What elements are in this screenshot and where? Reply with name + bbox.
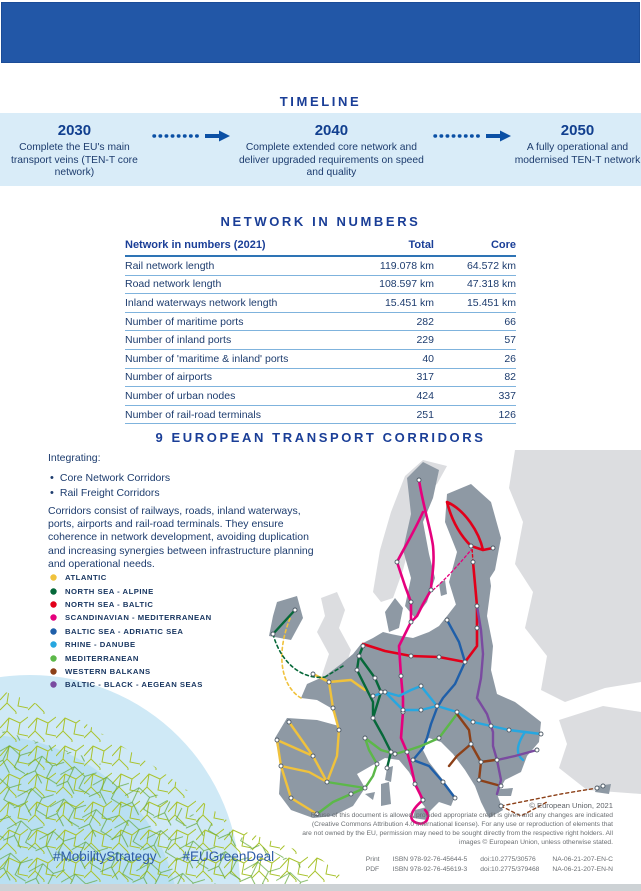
timeline-arrow-2 xyxy=(431,113,514,186)
legend-dot-icon xyxy=(50,614,57,621)
pub-catalogue: NA-06-21-207-EN-N xyxy=(552,866,613,873)
corridors-paragraph: Corridors consist of railways, roads, inland waterways, ports, airports and rail-road terminals. They ensure coherence in network development, avoiding duplication and increasing synergies between infrastructure planning and operational needs. xyxy=(48,505,314,570)
legend-label: BALTIC - BLACK - AEGEAN SEAS xyxy=(65,680,203,690)
bullet-icon: • xyxy=(50,472,54,484)
row-total: 251 xyxy=(338,405,434,424)
row-total: 317 xyxy=(338,368,434,387)
row-core: 26 xyxy=(434,349,516,368)
row-core: 337 xyxy=(434,387,516,406)
milestone-description: A fully operational and modernised TEN-T network xyxy=(514,142,641,166)
bullet-item xyxy=(50,486,170,501)
row-label: Number of airports xyxy=(125,368,338,387)
legend-dot-icon xyxy=(50,681,57,688)
legend-item xyxy=(50,571,212,584)
bullet-label: Core Network Corridors xyxy=(59,472,171,485)
legend-label: BALTIC SEA - ADRIATIC SEA xyxy=(65,626,184,636)
row-total: 108.597 km xyxy=(338,275,434,294)
pub-catalogue: NA-06-21-207-EN-C xyxy=(552,856,613,863)
legend-item xyxy=(50,678,212,691)
column-header-core: Core xyxy=(434,237,516,256)
row-total: 282 xyxy=(338,312,434,331)
table-row xyxy=(125,294,516,313)
legend-label: NORTH SEA - ALPINE xyxy=(65,586,154,596)
row-label: Number of maritime ports xyxy=(125,312,338,331)
table-row xyxy=(125,368,516,387)
table-row xyxy=(125,312,516,331)
header-banner xyxy=(1,2,640,63)
milestone-description: Complete the EU's main transport veins (TEN-T core network) xyxy=(11,142,138,179)
table-row xyxy=(125,349,516,368)
row-label: Number of rail-road terminals xyxy=(125,405,338,424)
bullet-item xyxy=(50,471,170,486)
bullet-icon: • xyxy=(50,486,54,499)
column-header-total: Total xyxy=(338,237,434,256)
integrating-label: Integrating: xyxy=(48,452,101,464)
legend-label: ATLANTIC xyxy=(65,573,107,583)
legend-dot-icon xyxy=(50,588,57,595)
row-total: 229 xyxy=(338,331,434,350)
pub-isbn: ISBN 978-92-76-45644-5 xyxy=(392,856,468,863)
legend-item xyxy=(50,665,212,678)
timeline-arrow-1 xyxy=(149,113,232,186)
row-total: 119.078 km xyxy=(338,256,434,275)
hashtag-mobility-strategy: #MobilityStrategy xyxy=(53,849,157,864)
legend-label: SCANDINAVIAN - MEDITERRANEAN xyxy=(65,613,212,623)
milestone-2040 xyxy=(232,113,430,186)
legend-label: MEDITERRANEAN xyxy=(65,653,139,663)
hashtag-eu-green-deal: #EUGreenDeal xyxy=(182,849,275,864)
pub-format: Print xyxy=(365,856,380,863)
milestone-2050 xyxy=(514,113,641,186)
legend-label: RHINE - DANUBE xyxy=(65,640,136,650)
europe-corridor-map xyxy=(225,450,641,825)
table-row xyxy=(125,275,516,294)
legend-dot-icon xyxy=(50,641,57,648)
milestone-description: Complete extended core network and deliver upgraded requirements on speed and quality xyxy=(238,142,424,179)
dotted-arrow-icon xyxy=(150,129,232,143)
dotted-arrow-icon xyxy=(431,129,513,143)
timeline-band xyxy=(0,113,641,186)
legend-item xyxy=(50,625,212,638)
row-label: Rail network length xyxy=(125,256,338,275)
pub-doi: doi:10.2775/30576 xyxy=(480,856,536,863)
legend-dot-icon xyxy=(50,574,57,581)
row-core: 126 xyxy=(434,405,516,424)
network-in-numbers-title: NETWORK IN NUMBERS xyxy=(220,214,421,229)
row-core: 66 xyxy=(434,312,516,331)
pub-isbn: ISBN 978-92-76-45619-3 xyxy=(392,866,468,873)
row-core: 57 xyxy=(434,331,516,350)
pub-format: PDF xyxy=(365,866,380,873)
campaign-hashtags xyxy=(53,849,300,864)
legend-item xyxy=(50,651,212,664)
row-total: 15.451 km xyxy=(338,294,434,313)
table-row xyxy=(125,256,516,275)
table-row xyxy=(125,387,516,406)
corridors-title: 9 EUROPEAN TRANSPORT CORRIDORS xyxy=(155,430,486,445)
column-header-item: Network in numbers (2021) xyxy=(125,237,338,256)
legend-label: NORTH SEA - BALTIC xyxy=(65,599,154,609)
legend-item xyxy=(50,638,212,651)
publication-identifiers xyxy=(366,856,613,873)
pub-doi: doi:10.2775/379468 xyxy=(480,866,540,873)
bullet-label: Rail Freight Corridors xyxy=(59,487,160,500)
copyright-notice: © European Union, 2021 xyxy=(529,801,613,810)
row-label: Number of inland ports xyxy=(125,331,338,350)
legend-item xyxy=(50,584,212,597)
timeline-title: TIMELINE xyxy=(279,94,362,109)
milestone-year: 2040 xyxy=(314,122,349,139)
reuse-notice: Reuse of this document is allowed, provided appropriate credit is given and any changes are indicated (Creative Commons Attribution 4.0 International license). For any use or reproduction of elements that are not owned by the EU, permission may need to be sought directly from the respective right holders. All images © European Union, unless otherwise stated. xyxy=(302,812,613,846)
network-numbers-table xyxy=(125,237,516,424)
table-row xyxy=(125,405,516,424)
corridor-legend xyxy=(50,571,212,692)
legend-label: WESTERN BALKANS xyxy=(65,666,151,676)
row-label: Road network length xyxy=(125,275,338,294)
legend-dot-icon xyxy=(50,655,57,662)
row-core: 47.318 km xyxy=(434,275,516,294)
page-bottom-strip xyxy=(0,884,641,891)
legend-dot-icon xyxy=(50,668,57,675)
legend-dot-icon xyxy=(50,628,57,635)
table-row xyxy=(125,331,516,350)
milestone-2030 xyxy=(0,113,149,186)
legend-item xyxy=(50,598,212,611)
row-total: 424 xyxy=(338,387,434,406)
row-label: Inland waterways network length xyxy=(125,294,338,313)
row-total: 40 xyxy=(338,349,434,368)
row-core: 15.451 km xyxy=(434,294,516,313)
legend-item xyxy=(50,611,212,624)
table-header xyxy=(125,237,516,256)
row-core: 82 xyxy=(434,368,516,387)
milestone-year: 2030 xyxy=(57,122,92,139)
row-core: 64.572 km xyxy=(434,256,516,275)
corridors-bullet-list xyxy=(50,471,170,501)
milestone-year: 2050 xyxy=(560,122,595,139)
row-label: Number of 'maritime & inland' ports xyxy=(125,349,338,368)
legend-dot-icon xyxy=(50,601,57,608)
row-label: Number of urban nodes xyxy=(125,387,338,406)
